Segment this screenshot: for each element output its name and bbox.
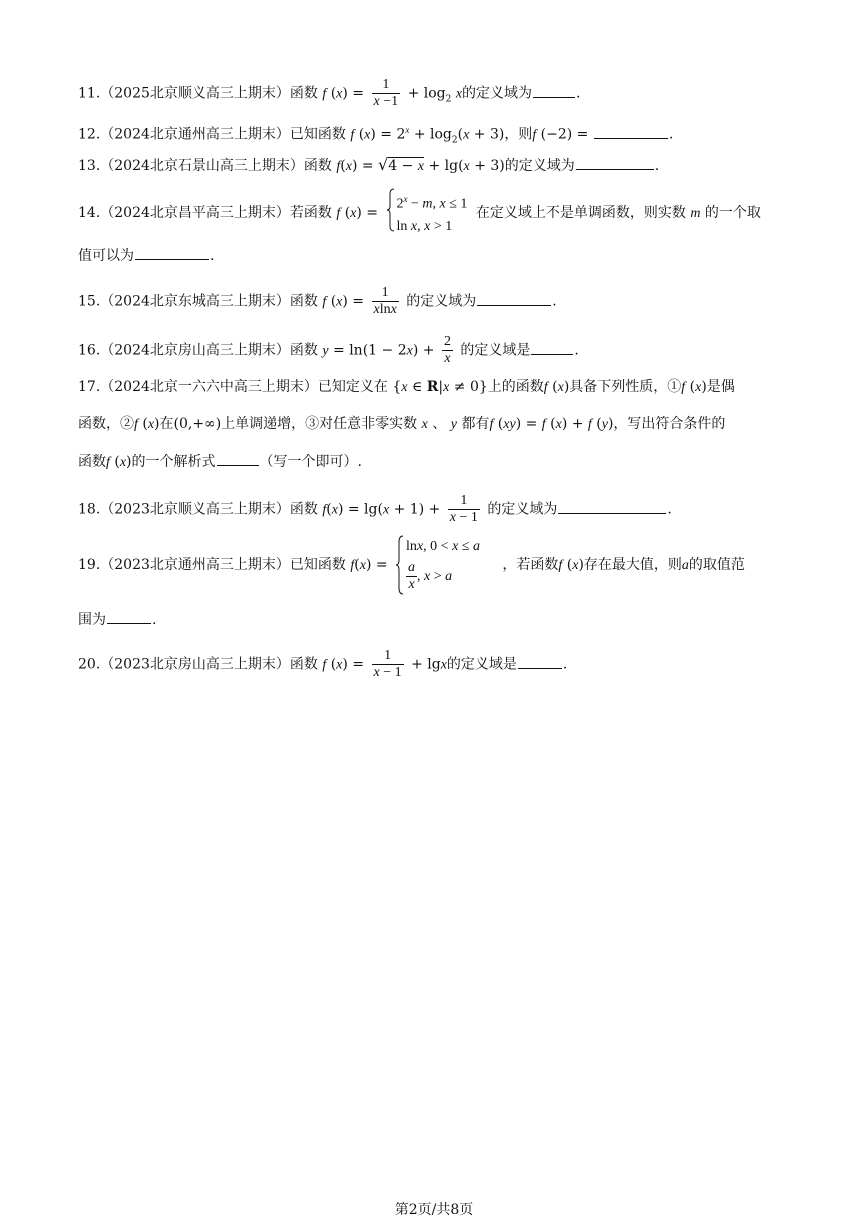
question-17-line3: 函数f (x)的一个解析式 （写一个即可）. <box>78 451 798 473</box>
answer-blank <box>217 451 259 466</box>
fraction: $\frac{1}{x - 1}$ <box>449 493 478 525</box>
question-15: 15.（2024北京东城高三上期末）函数 f (x) = $\frac{1}{xlnx}$ 的定义域为 . <box>78 285 557 317</box>
question-source: （2024北京东城高三上期末） <box>100 293 290 310</box>
piecewise-function: $2^x - m$, x ≤ 1 ln x, x > 1 <box>387 188 468 238</box>
fraction: $\frac{1}{x -1}$ <box>373 77 399 109</box>
answer-blank <box>477 291 551 306</box>
answer-blank <box>107 609 151 624</box>
question-number: 12. <box>78 126 101 143</box>
question-18: 18.（2023北京顺义高三上期末）函数 f(x) = lg(x + 1) + $\frac{1}{x - 1}$ 的定义域为 . <box>78 493 672 525</box>
question-13: 13.（2024北京石景山高三上期末）函数 f(x) = √4 − x + lg(x + 3)的定义域为 . <box>78 155 660 174</box>
question-number: 15. <box>78 293 101 310</box>
question-number: 20. <box>78 656 101 673</box>
question-source: （2024北京一六六中高三上期末） <box>100 379 318 395</box>
question-16: 16.（2024北京房山高三上期末）函数 y = ln(1 − 2x) + $\frac{2}{x}$ 的定义域是 . <box>78 334 579 366</box>
answer-blank <box>531 340 573 355</box>
question-19-line2: 围为 . <box>78 609 798 630</box>
answer-blank <box>594 124 668 139</box>
fraction: $\frac{1}{xlnx}$ <box>373 285 397 317</box>
question-number: 11. <box>78 85 101 102</box>
question-number: 17. <box>78 379 101 395</box>
piecewise-function: lnx, 0 < x ≤ a $\frac{a}{x}$ , x > a <box>396 535 480 595</box>
question-12: 12.（2024北京通州高三上期末）已知函数 f $(x) = 2^x + \log_2(x + 3)$，则f (−2) = . <box>78 125 674 146</box>
question-19: 19.（2023北京通州高三上期末）已知函数 f(x) = lnx, 0 < x ≤ a $\frac{a}{x}$ , x > a ，若函数f (x)存在最大值，则a的取值范 <box>78 535 798 596</box>
answer-blank <box>518 654 562 669</box>
fraction: $\frac{1}{x - 1}$ <box>373 648 402 680</box>
answer-blank <box>533 83 575 98</box>
page-footer: 第2页/共8页 <box>394 1202 474 1218</box>
question-source: （2024北京石景山高三上期末） <box>100 158 304 174</box>
question-20: 20.（2023北京房山高三上期末）函数 f (x) = $\frac{1}{x - 1}$ + lgx的定义域是 . <box>78 648 568 680</box>
question-14: 14.（2024北京昌平高三上期末）若函数 f (x) = $2^x - m$, x ≤ 1 ln x, x > 1 在定义域上不是单调函数，则实数 m 的一个取 <box>78 188 798 238</box>
formula: f <box>322 86 327 102</box>
answer-blank <box>135 245 209 260</box>
question-source: （2024北京通州高三上期末） <box>100 126 290 143</box>
question-number: 19. <box>78 557 101 573</box>
answer-blank <box>558 499 666 514</box>
question-number: 14. <box>78 204 101 221</box>
question-source: （2023北京顺义高三上期末） <box>100 501 290 518</box>
question-number: 16. <box>78 342 101 359</box>
question-number: 13. <box>78 158 101 174</box>
question-source: （2024北京房山高三上期末） <box>100 342 290 359</box>
question-source: （2024北京昌平高三上期末） <box>100 204 290 221</box>
question-17-line2: 函数，②f (x)在(0,+∞)上单调递增，③对任意非零实数 x 、 y 都有f (xy) = f (x) + f (y)，写出符合条件的 <box>78 416 726 432</box>
question-source: （2023北京房山高三上期末） <box>100 656 290 673</box>
question-11: 11.（2025北京顺义高三上期末）函数 f (x) = $\frac{1}{x -1}$ + $\log_2 x$的定义域为 . <box>78 77 581 109</box>
fraction: $\frac{2}{x}$ <box>443 334 451 366</box>
question-number: 18. <box>78 501 101 518</box>
question-source: （2023北京通州高三上期末） <box>100 557 290 573</box>
answer-blank <box>576 155 654 170</box>
question-source: （2025北京顺义高三上期末） <box>100 85 290 102</box>
question-17: 17.（2024北京一六六中高三上期末）已知定义在 {x ∈ R|x ≠ 0}上的函数f (x)具备下列性质，①f (x)是偶 <box>78 379 735 395</box>
question-14-line2: 值可以为 . <box>78 245 798 266</box>
